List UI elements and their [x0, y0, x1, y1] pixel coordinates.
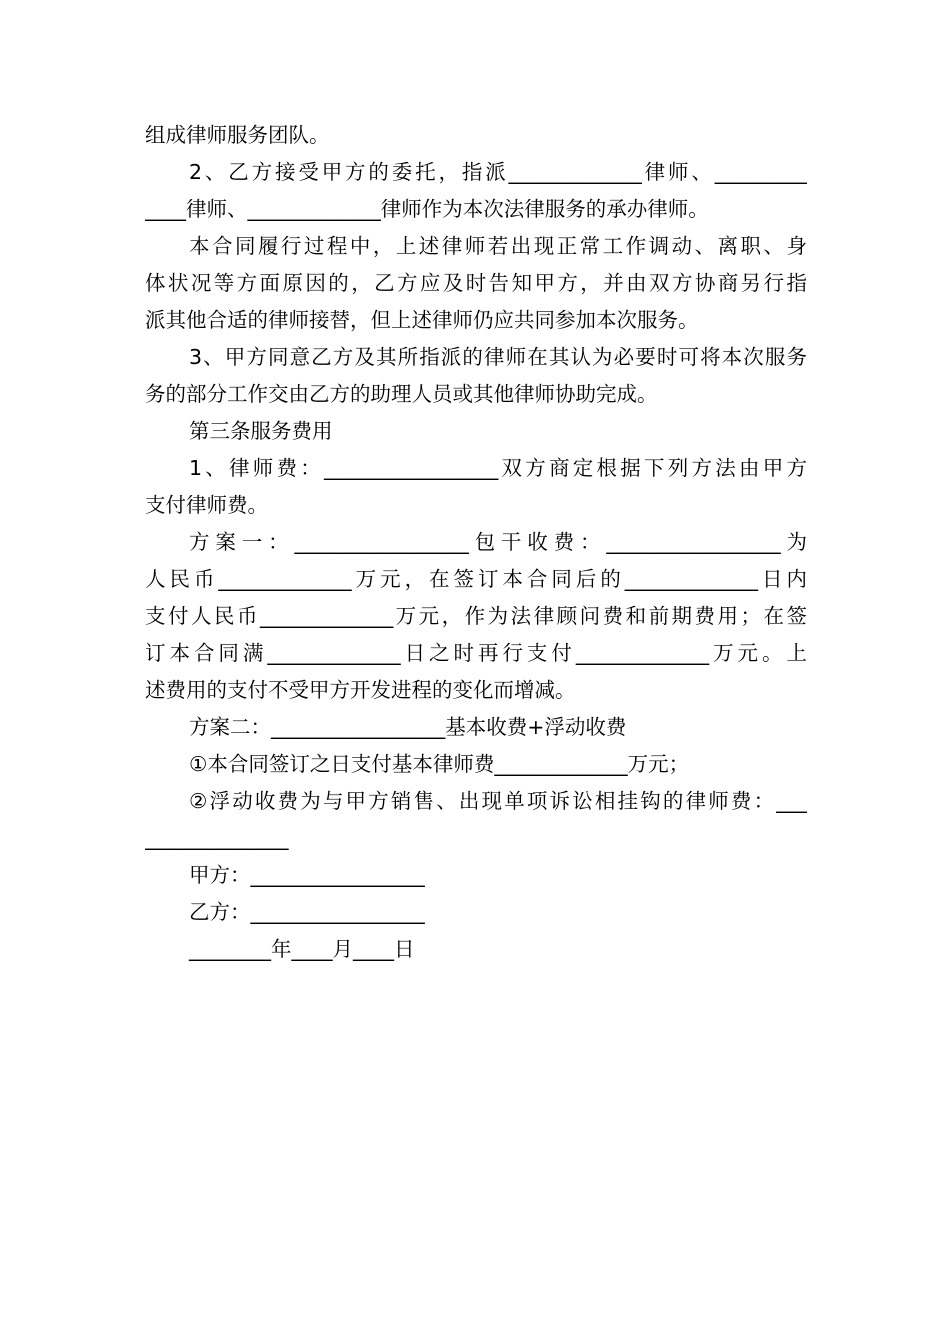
text-line: ______________	[145, 826, 289, 850]
text-line: 派其他合适的律师接替，但上述律师仍应共同参加本次服务。	[145, 308, 699, 332]
text-line: 支付人民币_____________万元，作为法律顾问费和前期费用；在签	[145, 604, 807, 628]
text-line: 人民币_____________万元，在签订本合同后的_____________日内	[145, 567, 807, 591]
text-line: 2、乙方接受甲方的委托，指派_____________律师、_________	[189, 160, 807, 184]
text-line: ____律师、_____________律师作为本次法律服务的承办律师。	[145, 197, 709, 221]
text-line: ②浮动收费为与甲方销售、出现单项诉讼相挂钩的律师费：___	[189, 789, 807, 813]
contract-body	[145, 117, 807, 968]
text-line: 3、甲方同意乙方及其所指派的律师在其认为必要时可将本次服务	[189, 345, 807, 369]
text-line: 1、律师费：_________________双方商定根据下列方法由甲方	[189, 456, 807, 480]
party-b-signature-line: 乙方：_________________	[189, 900, 425, 924]
party-a-signature-line: 甲方：_________________	[189, 863, 425, 887]
section-heading: 第三条服务费用	[189, 419, 333, 443]
text-line: 组成律师服务团队。	[145, 123, 330, 147]
text-line: 本合同履行过程中，上述律师若出现正常工作调动、离职、身	[189, 234, 807, 258]
text-line: 方案一：_________________包干收费：_________________为	[189, 530, 807, 554]
text-line: ①本合同签订之日支付基本律师费_____________万元；	[189, 752, 690, 776]
text-line: 述费用的支付不受甲方开发进程的变化而增减。	[145, 678, 576, 702]
text-line: 支付律师费。	[145, 493, 268, 517]
text-line: 务的部分工作交由乙方的助理人员或其他律师协助完成。	[145, 382, 658, 406]
text-line: 方案二：_________________基本收费+浮动收费	[189, 715, 627, 739]
date-line: ________年____月____日	[189, 937, 415, 961]
text-line: 体状况等方面原因的，乙方应及时告知甲方，并由双方协商另行指	[145, 271, 807, 295]
text-line: 订本合同满_____________日之时再行支付_____________万元。上	[145, 641, 807, 665]
